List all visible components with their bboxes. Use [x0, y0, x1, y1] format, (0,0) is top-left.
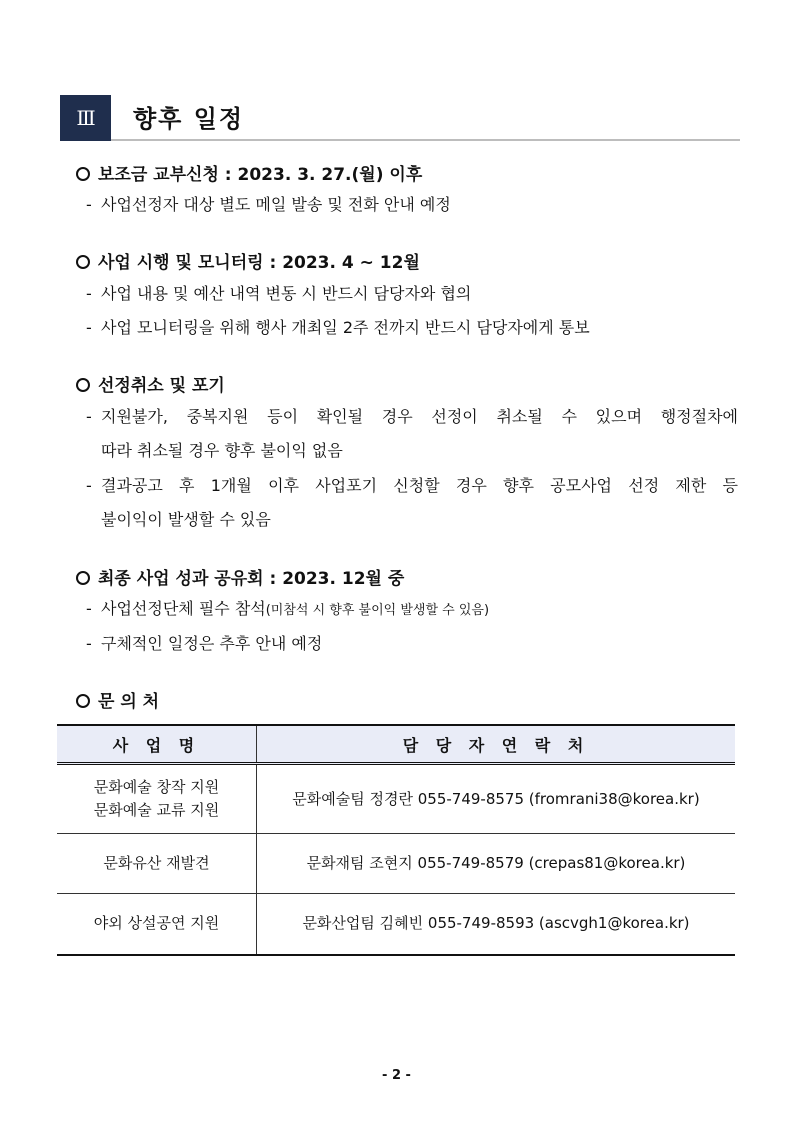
- table-row: [57, 834, 735, 894]
- heading-text: 보조금 교부신청 : 2023. 3. 27.(월) 이후: [98, 165, 423, 185]
- item-text: 사업선정단체 필수 참석: [101, 599, 266, 618]
- item-text: 사업 모니터링을 위해 행사 개최일 2주 전까지 반드시 담당자에게 통보: [101, 318, 590, 337]
- item-text-line1: 지원불가, 중복지원 등이 확인될 경우 선정이 취소될 수 있으며 행정절차에: [101, 407, 738, 426]
- section-heading-contact: [76, 687, 159, 712]
- item-text: 사업 내용 및 예산 내역 변동 시 반드시 담당자와 협의: [101, 284, 472, 303]
- table-header-row: [57, 725, 735, 764]
- section-heading-cancellation: [76, 371, 225, 396]
- circle-bullet-icon: [76, 167, 90, 181]
- dash: -: [86, 599, 92, 618]
- project-name: 문화예술 교류 지원: [93, 801, 220, 819]
- list-item: [86, 400, 738, 468]
- section-heading-monitoring: [76, 248, 420, 273]
- contact-cell: 문화예술팀 정경란 055-749-8575 (fromrani38@korea.kr): [257, 764, 736, 834]
- circle-bullet-icon: [76, 571, 90, 585]
- contact-cell: 문화산업팀 김혜빈 055-749-8593 (ascvgh1@korea.kr): [257, 894, 736, 955]
- table-row: [57, 894, 735, 955]
- circle-bullet-icon: [76, 694, 90, 708]
- dash: -: [86, 476, 92, 495]
- contact-cell: 문화재팀 조현지 055-749-8579 (crepas81@korea.kr): [257, 834, 736, 894]
- column-header-contact: 담 당 자 연 락 처: [257, 725, 736, 764]
- circle-bullet-icon: [76, 255, 90, 269]
- section-number-badge: Ⅲ: [60, 95, 111, 141]
- heading-text: 선정취소 및 포기: [98, 376, 225, 396]
- dash: -: [86, 634, 92, 653]
- header-underline: [111, 139, 740, 141]
- item-note: (미참석 시 향후 불이익 발생할 수 있음): [265, 603, 490, 618]
- section-heading-subsidy: [76, 160, 422, 185]
- page-number: - 2 -: [382, 1068, 411, 1083]
- contact-table: [57, 724, 735, 956]
- heading-text: 문 의 처: [98, 692, 160, 712]
- section-header: [60, 95, 740, 141]
- item-text-line2: 따라 취소될 경우 향후 불이익 없음: [101, 441, 343, 460]
- item-text-line1: 결과공고 후 1개월 이후 사업포기 신청할 경우 향후 공모사업 선정 제한 등: [101, 476, 738, 495]
- heading-text: 사업 시행 및 모니터링 : 2023. 4 ~ 12월: [98, 253, 420, 273]
- dash: -: [86, 195, 92, 214]
- table-row: [57, 764, 735, 834]
- item-text: 구체적인 일정은 추후 안내 예정: [101, 634, 323, 653]
- dash: -: [86, 318, 92, 337]
- dash: -: [86, 284, 92, 303]
- heading-text: 최종 사업 성과 공유회 : 2023. 12월 중: [98, 569, 405, 589]
- section-title: 향후 일정: [133, 105, 245, 133]
- project-name: 문화유산 재발견: [103, 854, 210, 872]
- circle-bullet-icon: [76, 378, 90, 392]
- section-heading-sharing: [76, 564, 404, 589]
- column-header-project: 사 업 명: [57, 725, 257, 764]
- project-cell: [57, 834, 257, 894]
- item-text: 사업선정자 대상 별도 메일 발송 및 전화 안내 예정: [101, 195, 451, 214]
- project-cell: [57, 894, 257, 955]
- project-cell: [57, 764, 257, 834]
- project-name: 야외 상설공연 지원: [93, 914, 220, 933]
- list-item: [86, 469, 738, 537]
- project-name: 문화예술 창작 지원: [93, 778, 220, 796]
- dash: -: [86, 407, 92, 426]
- item-text-line2: 불이익이 발생할 수 있음: [101, 510, 271, 529]
